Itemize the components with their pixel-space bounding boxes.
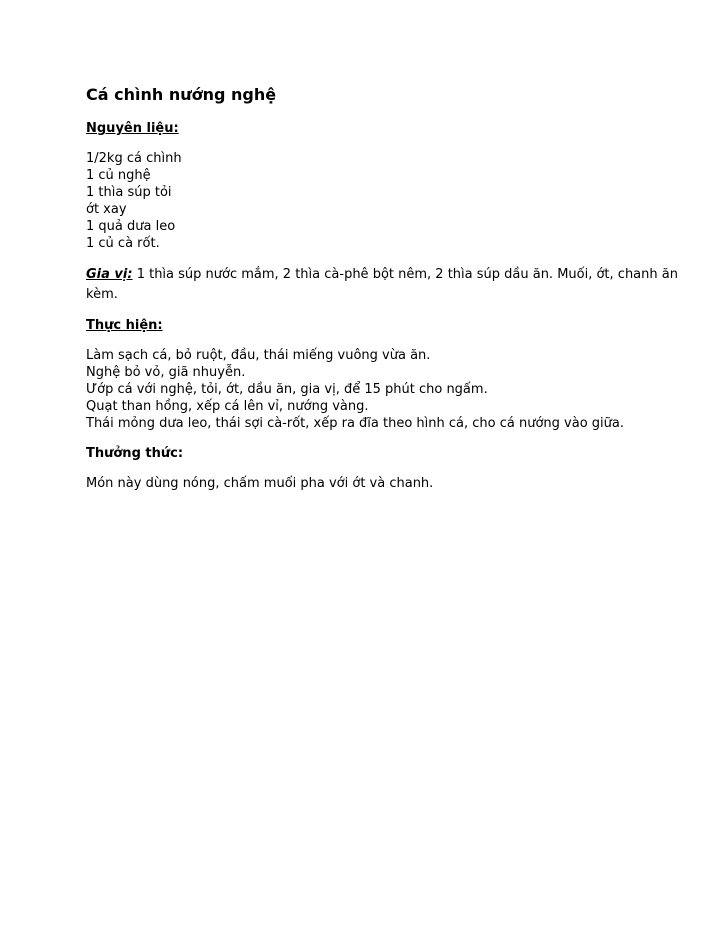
seasoning-paragraph bbox=[86, 265, 686, 305]
document-page bbox=[86, 84, 686, 505]
step-item: Thái mỏng dưa leo, thái sợi cà-rốt, xếp ra đĩa theo hình cá, cho cá nướng vào giữa. bbox=[86, 416, 624, 431]
seasoning-text: 1 thìa súp nước mắm, 2 thìa cà-phê bột nêm, 2 thìa súp dầu ăn. Muối, ớt, chanh ăn kèm. bbox=[86, 267, 678, 302]
steps-heading: Thực hiện: bbox=[86, 318, 163, 333]
step-item: Nghệ bỏ vỏ, giã nhuyễn. bbox=[86, 365, 246, 380]
ingredients-heading: Nguyên liệu: bbox=[86, 121, 179, 136]
seasoning-label: Gia vị: bbox=[86, 267, 133, 282]
ingredient-item: ớt xay bbox=[86, 202, 127, 217]
serving-heading: Thưởng thức: bbox=[86, 446, 184, 461]
ingredient-item: 1 quả dưa leo bbox=[86, 219, 176, 234]
serving-text: Món này dùng nóng, chấm muối pha với ớt và chanh. bbox=[86, 476, 434, 491]
ingredient-item: 1 thìa súp tỏi bbox=[86, 185, 172, 200]
ingredients-list bbox=[86, 150, 686, 252]
steps-list bbox=[86, 347, 686, 432]
ingredient-item: 1 củ cà rốt. bbox=[86, 236, 160, 251]
ingredient-item: 1 củ nghệ bbox=[86, 168, 151, 183]
ingredient-item: 1/2kg cá chình bbox=[86, 151, 182, 166]
step-item: Ướp cá với nghệ, tỏi, ớt, dầu ăn, gia vị, để 15 phút cho ngấm. bbox=[86, 382, 488, 397]
step-item: Quạt than hồng, xếp cá lên vỉ, nướng vàng. bbox=[86, 399, 369, 414]
recipe-title: Cá chình nướng nghệ bbox=[86, 85, 277, 104]
step-item: Làm sạch cá, bỏ ruột, đầu, thái miếng vuông vừa ăn. bbox=[86, 348, 431, 363]
